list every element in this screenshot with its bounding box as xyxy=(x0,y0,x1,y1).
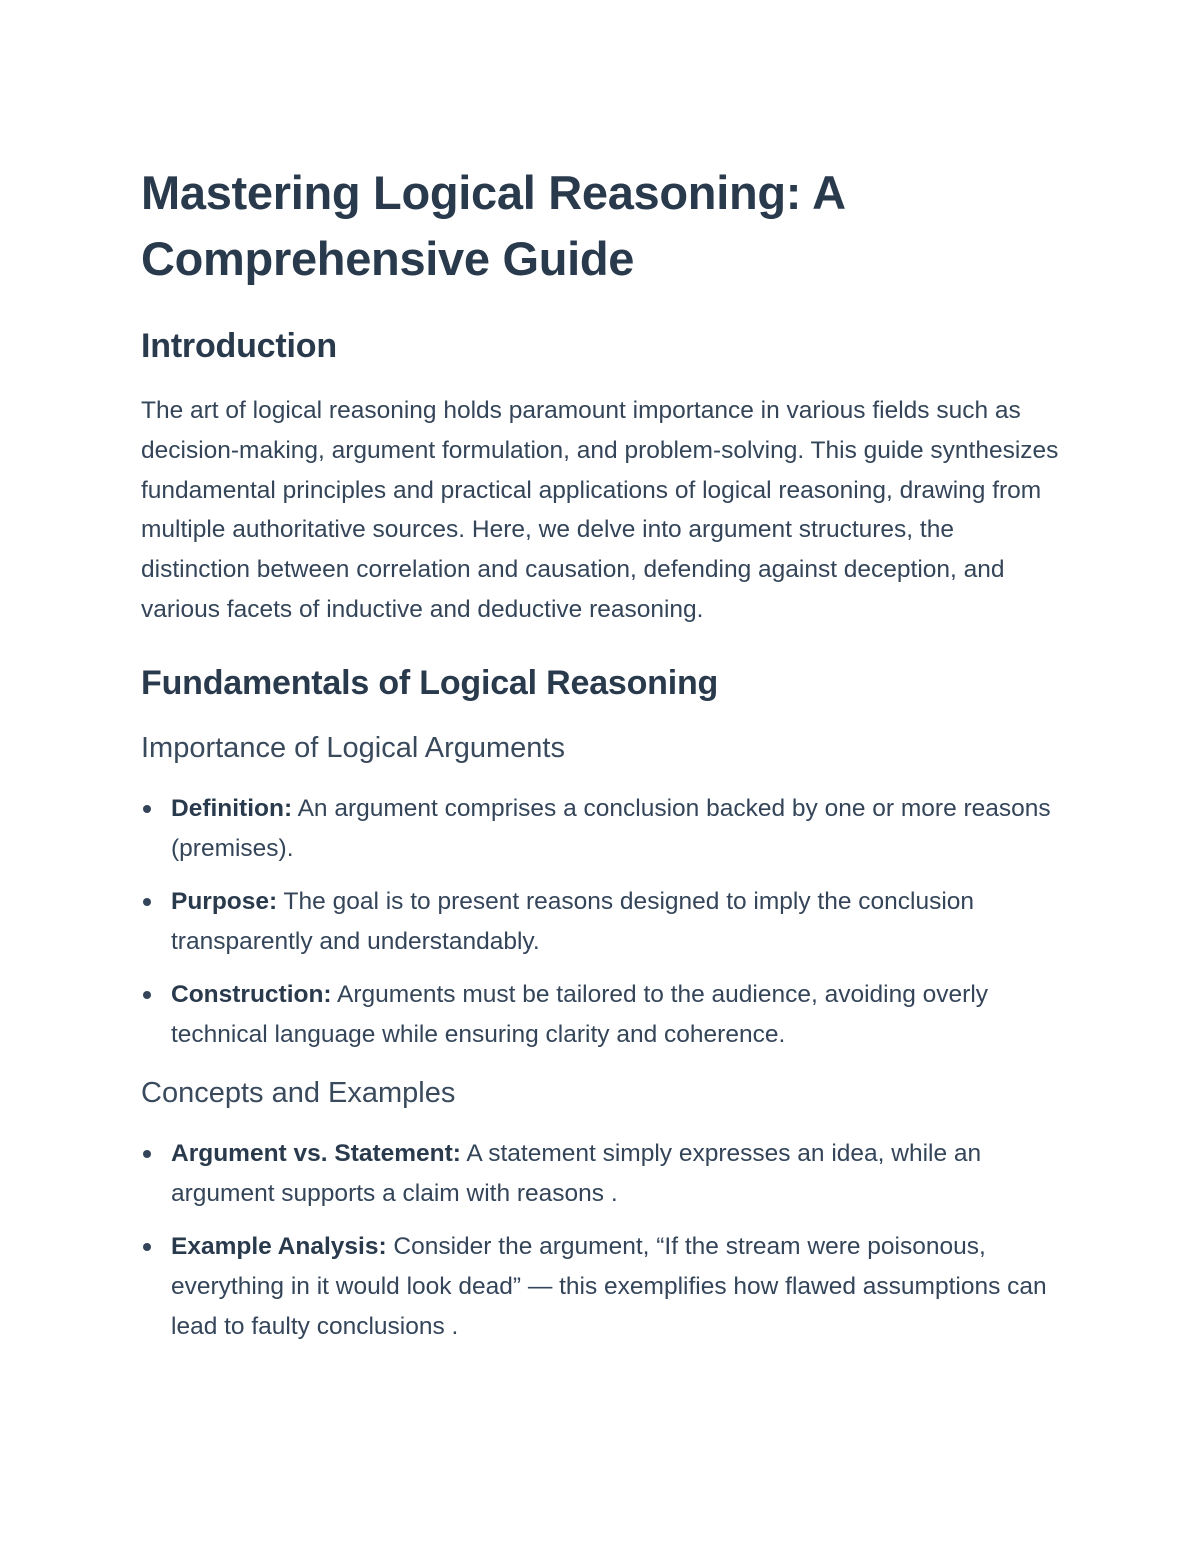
concepts-list xyxy=(141,1134,1061,1347)
concepts-heading: Concepts and Examples xyxy=(141,1076,456,1109)
importance-list xyxy=(141,789,1061,1055)
list-item-text: Consider the argument, “If the stream were poisonous, everything in it would look dead” — this exemplifies how flawed assumptions can lead to faulty conclusions . xyxy=(171,1232,1047,1340)
list-item-term: Argument vs. Statement: xyxy=(171,1139,461,1167)
bullet-icon xyxy=(143,1243,151,1251)
list-item-term: Example Analysis: xyxy=(171,1232,387,1260)
importance-heading: Importance of Logical Arguments xyxy=(141,731,565,764)
fundamentals-heading: Fundamentals of Logical Reasoning xyxy=(141,663,719,702)
list-item xyxy=(141,882,1061,962)
list-item-term: Purpose: xyxy=(171,887,278,915)
list-item-text: An argument comprises a conclusion backed by one or more reasons (premises). xyxy=(171,794,1051,862)
list-item-term: Construction: xyxy=(171,980,332,1008)
bullet-icon xyxy=(143,1150,151,1158)
document-page xyxy=(141,160,1061,1360)
introduction-heading: Introduction xyxy=(141,327,337,365)
list-item xyxy=(141,789,1061,869)
list-item-text: The goal is to present reasons designed to imply the conclusion transparently and understandably. xyxy=(171,887,975,955)
bullet-icon xyxy=(143,805,151,813)
bullet-icon xyxy=(143,898,151,906)
list-item xyxy=(141,975,1061,1055)
list-item xyxy=(141,1227,1061,1347)
list-item-text: A statement simply expresses an idea, while an argument supports a claim with reasons . xyxy=(171,1139,982,1207)
list-item-text: Arguments must be tailored to the audience, avoiding overly technical language while ensuring clarity and coherence. xyxy=(171,980,989,1048)
list-item-term: Definition: xyxy=(171,794,293,822)
document-title: Mastering Logical Reasoning: A Comprehensive Guide xyxy=(141,166,845,285)
list-item xyxy=(141,1134,1061,1214)
bullet-icon xyxy=(143,991,151,999)
introduction-paragraph: The art of logical reasoning holds paramount importance in various fields such as decision-making, argument formulation, and problem-solving. This guide synthesizes fundamental principles and practical applications of logical reasoning, drawing from multiple authoritative sources. Here, we delve into argument structures, the distinction between correlation and causation, defending against deception, and various facets of inductive and deductive reasoning. xyxy=(141,397,1059,623)
